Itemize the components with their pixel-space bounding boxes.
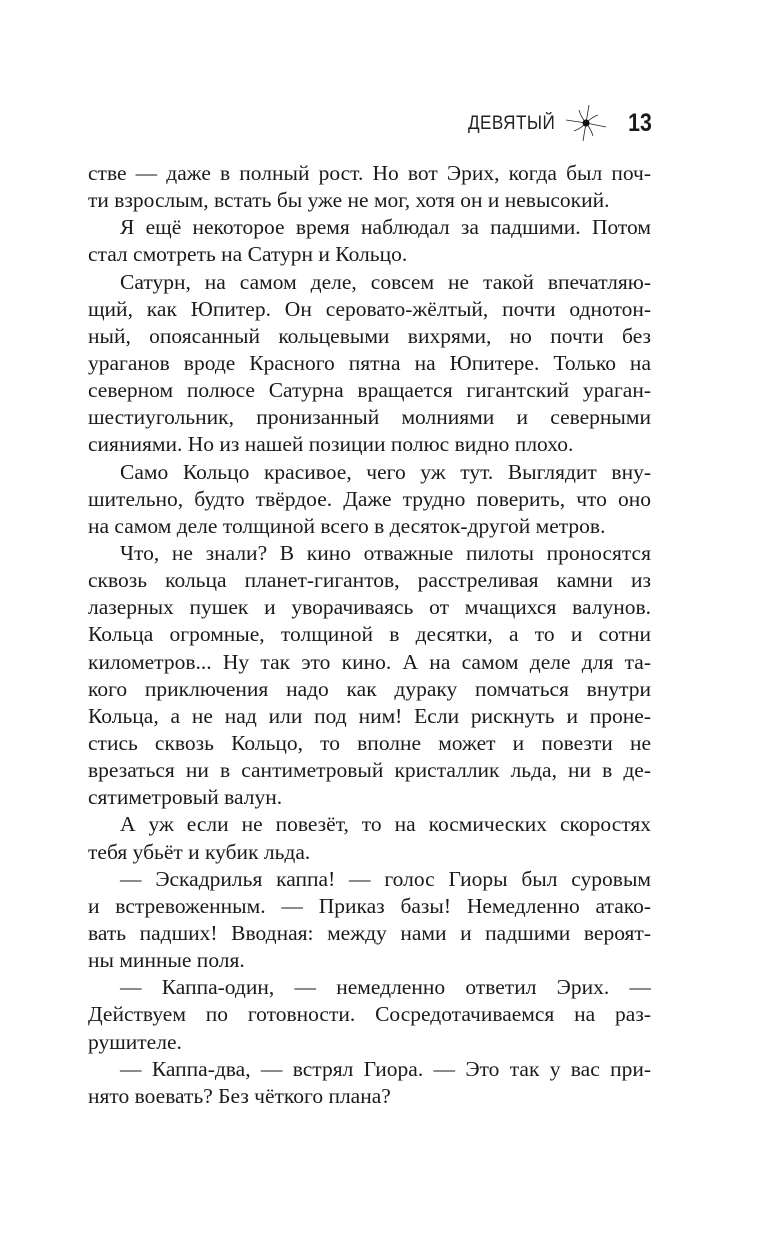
text-line: шестиугольник, пронизанный молниями и северными [88, 405, 651, 430]
text-line: А уж если не повезёт, то на космических скоростях [120, 812, 651, 837]
text-line: Сатурн, на самом деле, совсем не такой впечатляю- [120, 269, 651, 294]
text-line: стал смотреть на Сатурн и Кольцо. [88, 242, 408, 267]
text-line: рушителе. [88, 1029, 182, 1054]
text-line: сияниями. Но из нашей позиции полюс видно плохо. [88, 432, 574, 457]
text-line: Само Кольцо красивое, чего уж тут. Выглядит вну- [120, 459, 651, 484]
text-line: Кольца огромные, толщиной в десятки, а то и сотни [88, 622, 651, 647]
text-line: стись сквозь Кольцо, то вполне может и повезти не [88, 730, 651, 755]
text-line: — Эскадрилья каппа! — голос Гиоры был суровым [120, 866, 651, 891]
text-line: кого приключения надо как дураку помчаться внутри [88, 676, 651, 701]
text-line: шительно, будто твёрдое. Даже трудно поверить, что оно [88, 486, 651, 511]
text-line: стве — даже в полный рост. Но вот Эрих, когда был поч- [88, 161, 651, 185]
page-number: 13 [628, 109, 652, 137]
text-line: сквозь кольца планет-гигантов, расстреливая камни из [88, 568, 651, 593]
text-line: — Каппа-один, — немедленно ответил Эрих. — [120, 975, 651, 1000]
text-line: Я ещё некоторое время наблюдал за падшими. Потом [120, 215, 651, 240]
text-line: Что, не знали? В кино отважные пилоты проносятся [120, 540, 651, 565]
starburst-icon [562, 103, 610, 143]
text-line: щий, как Юпитер. Он серовато-жёлтый, почти однотон- [88, 296, 651, 321]
text-line: врезаться ни в сантиметровый кристаллик льда, ни в де- [88, 758, 651, 783]
text-line: Кольца, а не над или под ним! Если рискнуть и проне- [88, 703, 651, 728]
text-line: Действуем по готовности. Сосредотачиваемся на раз- [88, 1002, 651, 1027]
text-line: тебя убьёт и кубик льда. [88, 839, 311, 864]
text-line: ти взрослым, встать бы уже не мог, хотя он и невысокий. [88, 188, 610, 213]
text-line: километров... Ну так это кино. А на самом деле для та- [88, 649, 651, 674]
text-line: сятиметровый валун. [88, 785, 283, 810]
running-title: ДЕВЯТЫЙ [468, 113, 556, 134]
text-line: ураганов вроде Красного пятна на Юпитере. Только на [88, 350, 651, 375]
text-line: лазерных пушек и уворачиваясь от мчащихся валунов. [88, 595, 651, 620]
body-text [88, 160, 651, 1110]
text-line: и встревоженным. — Приказ базы! Немедленно атако- [88, 893, 651, 918]
text-line: — Каппа-два, — встрял Гиора. — Это так у вас при- [120, 1056, 651, 1081]
text-line: северном полюсе Сатурна вращается гигантский ураган- [88, 378, 651, 403]
text-line: на самом деле толщиной всего в десяток-другой метров. [88, 513, 606, 538]
running-header [460, 103, 652, 143]
text-line: ны минные поля. [88, 948, 245, 973]
text-line: нято воевать? Без чёткого плана? [88, 1083, 391, 1108]
text-line: вать падших! Вводная: между нами и падшими вероят- [88, 920, 651, 945]
text-line: ный, опоясанный кольцевыми вихрями, но почти без [88, 323, 651, 348]
